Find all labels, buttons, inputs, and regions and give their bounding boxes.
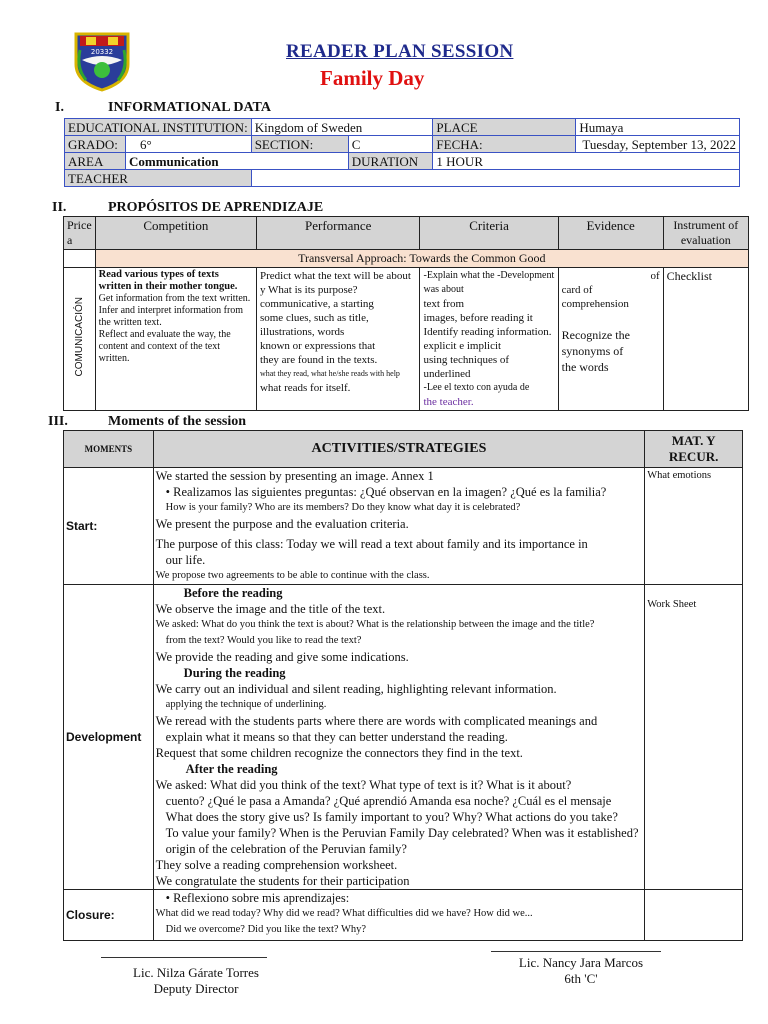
start-activities — [153, 468, 645, 585]
signature-line-left — [101, 957, 267, 958]
evidence-line: Recognize the — [561, 328, 630, 342]
evidence-line: the words — [561, 360, 609, 374]
competition-title: Read various types of texts written in their mother tongue. — [98, 269, 238, 292]
signature-right — [484, 955, 678, 987]
development-activities — [153, 585, 645, 890]
activity-line: How is your family? Who are its members? Do they know what day it is celebrated? — [165, 502, 521, 513]
col-competition-header: Competition — [95, 217, 256, 250]
evidence-line: synonyms of — [561, 344, 624, 358]
section-value: C — [348, 136, 433, 153]
area-vertical-cell — [64, 268, 96, 411]
school-crest-logo — [72, 30, 132, 92]
performance-cell — [256, 268, 420, 411]
signature-name: Lic. Nilza Gárate Torres — [133, 965, 259, 980]
activity-line: Request that some children recognize the connectors they find in the text. — [155, 746, 523, 760]
learning-purposes-table — [63, 216, 749, 411]
evidence-line: comprehension — [561, 298, 629, 310]
start-label: Start: — [64, 468, 154, 585]
closure-label: Closure: — [64, 890, 154, 941]
development-materials — [645, 585, 743, 890]
performance-line: Predict what the text will be about — [259, 270, 411, 282]
section-heading: PROPÓSITOS DE APRENDIZAJE — [108, 200, 324, 215]
performance-line: illustrations, words — [259, 326, 345, 338]
activity-line: • Reflexiono sobre mis aprendizajes: — [165, 891, 350, 905]
fecha-label: FECHA: — [433, 136, 576, 153]
section-label: SECTION: — [251, 136, 348, 153]
criteria-line: Identify reading information. — [423, 326, 552, 338]
col-area-header: Price a — [64, 217, 96, 250]
performance-line: y What is its purpose? — [259, 284, 358, 296]
evidence-line: of — [650, 270, 660, 282]
criteria-line: underlined — [423, 368, 471, 380]
fecha-value: Tuesday, September 13, 2022 — [576, 136, 740, 153]
evidence-line: card of — [561, 284, 593, 296]
activity-line: To value your family? When is the Peruvian Family Day celebrated? When was it established? — [165, 826, 639, 840]
subheading-before-reading: Before the reading — [183, 586, 283, 600]
activity-line: cuento? ¿Qué le pasa a Amanda? ¿Qué aprendió Amanda esa noche? ¿Cuál es el mensaje — [165, 794, 612, 808]
activity-line: What did we read today? Why did we read? What difficulties did we have? How did we... — [155, 908, 533, 919]
materials-value: Work Sheet — [647, 599, 697, 610]
activity-line: from the text? Would you like to read the text? — [165, 635, 362, 646]
activity-line: We observe the image and the title of the text. — [155, 602, 386, 616]
criteria-line: text from — [423, 298, 465, 310]
blank-cell — [64, 250, 96, 268]
criteria-line: -Lee el texto con ayuda de — [423, 382, 530, 393]
col-evidence-header: Evidence — [558, 217, 663, 250]
section-number: I. — [55, 100, 64, 115]
activity-line: explain what it means so that they can better understand the reading. — [165, 730, 508, 744]
place-value: Humaya — [576, 119, 740, 136]
activity-line: We reread with the students parts where there are words with complicated meanings and — [155, 714, 598, 728]
criteria-line: images, before reading it — [423, 312, 533, 324]
activity-line: What does the story give us? Is family important to you? Why? What actions do you take? — [165, 810, 618, 824]
transversal-approach: Transversal Approach: Towards the Common Good — [95, 250, 748, 268]
subheading-during-reading: During the reading — [183, 666, 286, 680]
activity-line: We asked: What did you think of the text? What type of text is it? What is it about? — [155, 778, 572, 792]
signature-role: 6th 'C' — [564, 971, 598, 986]
activity-line: applying the technique of underlining. — [165, 699, 327, 710]
performance-line: they are found in the texts. — [259, 354, 378, 366]
activity-line: We present the purpose and the evaluation criteria. — [155, 517, 409, 531]
section-heading: INFORMATIONAL DATA — [108, 100, 271, 115]
teacher-label: TEACHER — [65, 170, 252, 187]
institution-value: Kingdom of Sweden — [251, 119, 433, 136]
performance-line: known or expressions that — [259, 340, 376, 352]
informational-data-table — [64, 118, 740, 187]
instrument-value: Checklist — [666, 269, 712, 283]
activity-line: We asked: What do you think the text is about? What is the relationship between the image and the title? — [155, 619, 595, 630]
duration-label: DURATION — [348, 153, 433, 170]
start-materials: What emotions — [645, 468, 743, 585]
signature-line-right — [491, 951, 661, 952]
area-value: Communication — [126, 153, 349, 170]
signature-left — [98, 965, 294, 997]
teacher-value — [251, 170, 739, 187]
development-label: Development — [64, 585, 154, 890]
duration-value: 1 HOUR — [433, 153, 740, 170]
section-number: III. — [48, 414, 68, 429]
activity-line: origin of the celebration of the Peruvian family? — [165, 842, 407, 856]
document-title: READER PLAN SESSION — [286, 41, 514, 62]
signature-name: Lic. Nancy Jara Marcos — [518, 955, 644, 970]
activity-line: We propose two agreements to be able to continue with the class. — [155, 570, 430, 581]
performance-line: what they read, what he/she reads with help — [259, 369, 400, 378]
area-label: AREA — [65, 153, 126, 170]
section-heading: Moments of the session — [108, 414, 247, 429]
competition-item: Reflect and evaluate the way, the content and context of the text written. — [98, 329, 231, 364]
activity-line: We started the session by presenting an image. Annex 1 — [155, 469, 434, 483]
col-activities-header: ACTIVITIES/STRATEGIES — [153, 431, 645, 468]
activity-line: Did we overcome? Did you like the text? Why? — [165, 924, 367, 935]
col-mat-header: MAT. Y RECUR. — [645, 431, 743, 468]
grado-label: GRADO: — [65, 136, 126, 153]
competition-cell — [95, 268, 256, 411]
criteria-line: the teacher. — [423, 396, 474, 408]
place-label: PLACE — [433, 119, 576, 136]
closure-activities — [153, 890, 645, 941]
grado-value: 6° — [126, 136, 252, 153]
activity-line: We congratulate the students for their participation — [155, 874, 410, 888]
signature-role: Deputy Director — [153, 981, 239, 996]
session-moments-table — [63, 430, 743, 941]
performance-line: some clues, such as title, — [259, 312, 369, 324]
activity-line: our life. — [165, 553, 206, 567]
subheading-after-reading: After the reading — [185, 762, 278, 776]
col-performance-header: Performance — [256, 217, 420, 250]
criteria-cell — [420, 268, 558, 411]
performance-line: communicative, a starting — [259, 298, 374, 310]
document-subtitle: Family Day — [320, 66, 425, 90]
activity-line: • Realizamos las siguientes preguntas: ¿Qué observan en la imagen? ¿Qué es la familia? — [165, 485, 607, 499]
col-moments-header: MOMENTS — [64, 431, 154, 468]
criteria-line: using techniques of — [423, 354, 510, 366]
activity-line: They solve a reading comprehension worksheet. — [155, 858, 398, 872]
competition-item: Get information from the text written. — [98, 293, 251, 304]
activity-line: We provide the reading and give some indications. — [155, 650, 409, 664]
activity-line: The purpose of this class: Today we will read a text about family and its importance in — [155, 537, 588, 551]
col-instrument-header: Instrument of evaluation — [663, 217, 748, 250]
instrument-cell — [663, 268, 748, 411]
col-criteria-header: Criteria — [420, 217, 558, 250]
activity-line: We carry out an individual and silent reading, highlighting relevant information. — [155, 682, 557, 696]
logo-text: 20332 — [90, 48, 114, 56]
area-vertical-label: COMUNICACIÓN — [73, 297, 85, 377]
institution-label: EDUCATIONAL INSTITUTION: — [65, 119, 252, 136]
closure-materials — [645, 890, 743, 941]
criteria-line: -Explain what the -Development was about — [423, 270, 555, 295]
evidence-cell — [558, 268, 663, 411]
section-number: II. — [52, 200, 67, 215]
competition-item: Infer and interpret information from the written text. — [98, 305, 244, 328]
criteria-line: explicit e implicit — [423, 340, 502, 352]
performance-line: what reads for itself. — [259, 382, 351, 394]
